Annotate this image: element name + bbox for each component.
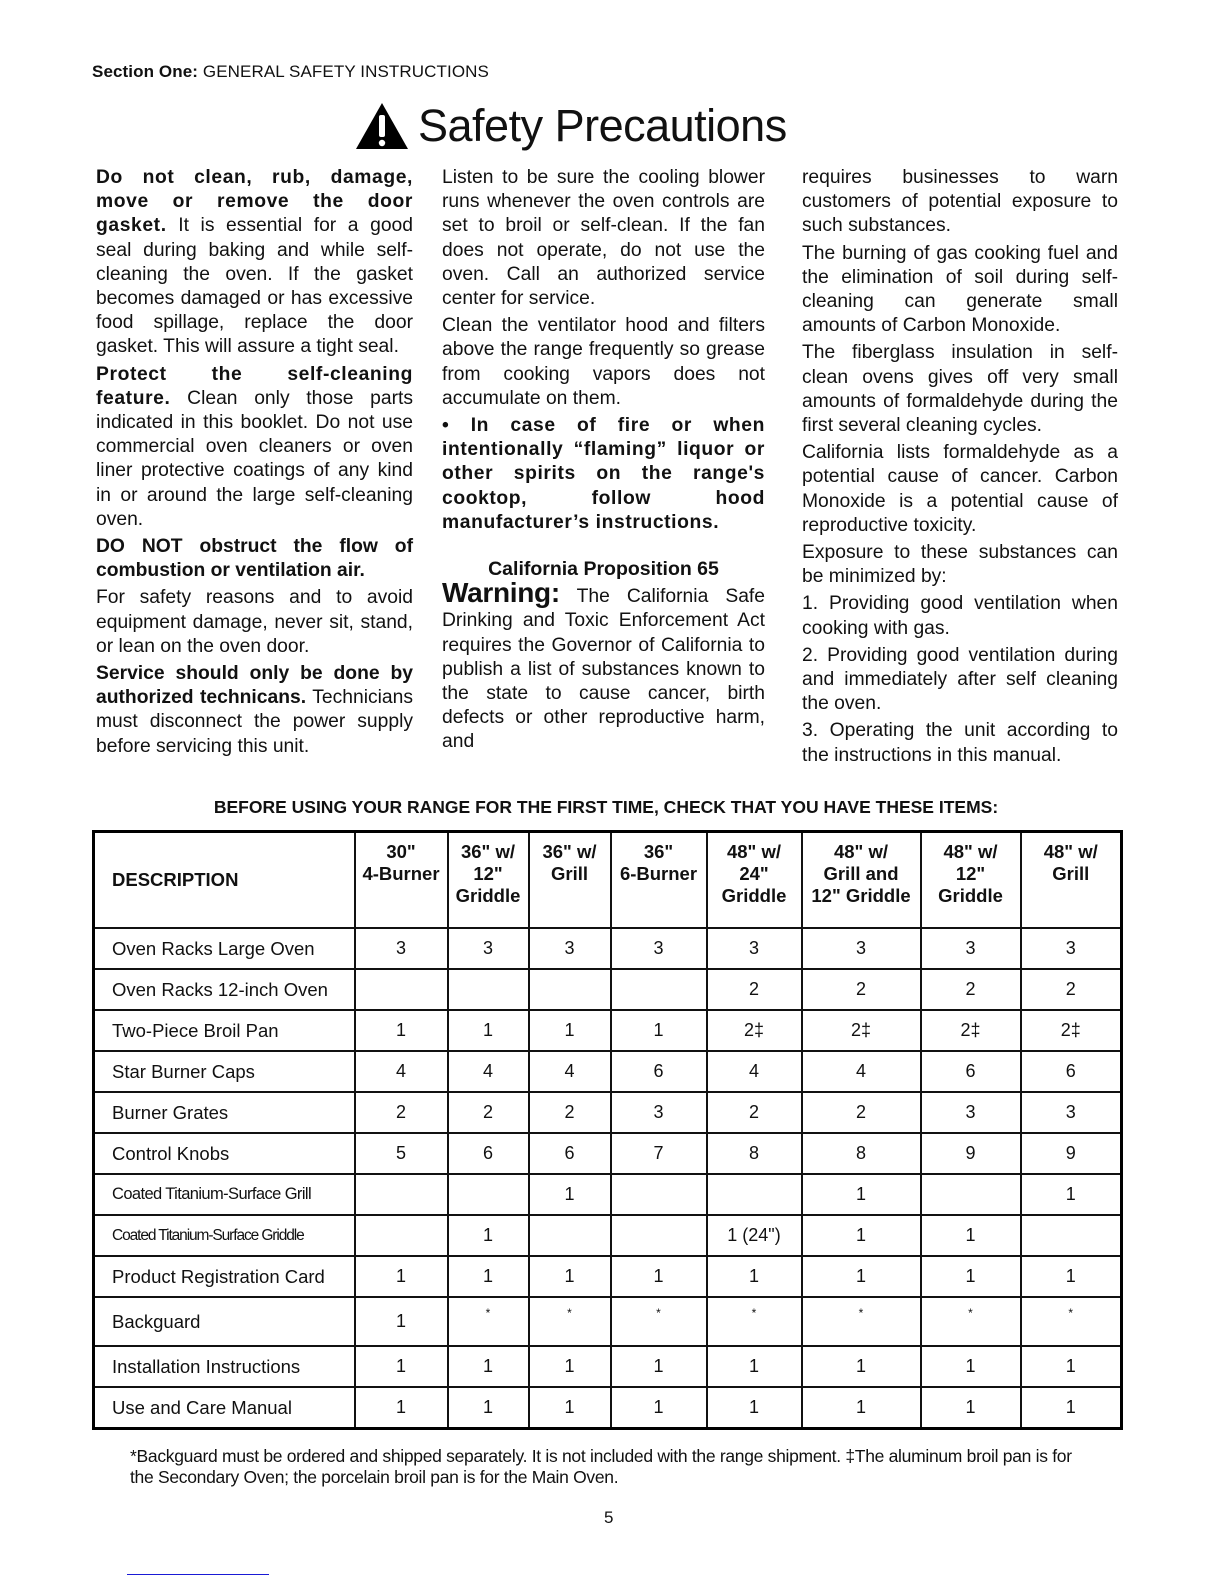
item-quantity: [355, 969, 448, 1010]
item-quantity: 1: [611, 1387, 707, 1429]
column-header: 48" w/ 12" Griddle: [921, 832, 1021, 929]
table-row: [94, 1346, 1122, 1387]
item-quantity: 3: [1021, 928, 1122, 969]
item-quantity: 1: [355, 1256, 448, 1297]
footnote: *Backguard must be ordered and shipped separately. It is not included with the range shipment. ‡The aluminum broil pan is for the Secondary Oven; the porcelain broil pan is for the Main Oven.: [130, 1446, 1072, 1487]
page-title: [354, 98, 787, 154]
prop65-heading: California Proposition 65: [488, 558, 719, 581]
item-quantity: 1: [707, 1346, 802, 1387]
column-header: 48" w/ Grill: [1021, 832, 1122, 929]
item-quantity: [921, 1174, 1021, 1215]
item-quantity: [611, 1215, 707, 1256]
item-quantity: [707, 1174, 802, 1215]
item-quantity: 2‡: [707, 1010, 802, 1051]
item-quantity: *: [707, 1297, 802, 1346]
item-quantity: 5: [355, 1133, 448, 1174]
california-lists-paragraph: California lists formaldehyde as a potential cause of cancer. Carbon Monoxide is a potential cause of reproductive toxicity.: [802, 442, 1118, 536]
section-name: GENERAL SAFETY INSTRUCTIONS: [202, 62, 489, 81]
item-quantity: *: [1021, 1297, 1122, 1346]
item-name: Burner Grates: [94, 1092, 355, 1133]
table-row: [94, 1387, 1122, 1429]
item-quantity: 2: [529, 1092, 611, 1133]
item-quantity: 6: [611, 1051, 707, 1092]
table-row: [94, 1256, 1122, 1297]
item-quantity: [1021, 1215, 1122, 1256]
table-row: [94, 1051, 1122, 1092]
page-title-text: Safety Precautions: [418, 100, 787, 151]
item-quantity: 9: [1021, 1133, 1122, 1174]
list-item: 2. Providing good ventilation during and immediately after self cleaning the oven.: [802, 644, 1118, 715]
item-quantity: 2: [802, 1092, 921, 1133]
item-quantity: 3: [921, 928, 1021, 969]
item-quantity: 3: [1021, 1092, 1122, 1133]
item-quantity: 1: [921, 1215, 1021, 1256]
gasket-paragraph: Do not clean, rub, damage, move or remove the door gasket. It is essential for a good seal during baking and while self-cleaning the oven. If the gasket becomes damaged or has excessive food spillage, replace the door gasket. This will assure a tight seal.: [96, 167, 413, 358]
item-quantity: 2‡: [1021, 1010, 1122, 1051]
item-quantity: 1: [921, 1346, 1021, 1387]
fire-warning: • In case of fire or when intentionally “flaming” liquor or other spirits on the range's cooktop, follow hood manufacturer’s instructions.: [442, 415, 765, 533]
item-quantity: 3: [707, 928, 802, 969]
item-quantity: 2: [448, 1092, 529, 1133]
item-quantity: 1: [355, 1387, 448, 1429]
section-number: Section One:: [92, 62, 199, 81]
self-clean-paragraph: Protect the self-cleaning feature. Clean only those parts indicated in this booklet. Do not use commercial oven cleaners or oven liner protective coatings of any kind in or around the large self-cleaning oven.: [96, 363, 413, 530]
item-quantity: 6: [529, 1133, 611, 1174]
item-quantity: [355, 1215, 448, 1256]
table-row: [94, 1215, 1122, 1256]
table-row: [94, 1297, 1122, 1346]
column-1: [96, 166, 413, 762]
item-quantity: 1: [448, 1256, 529, 1297]
items-table: [92, 830, 1123, 1430]
item-name: Installation Instructions: [94, 1346, 355, 1387]
item-quantity: 2: [355, 1092, 448, 1133]
oven-door-paragraph: For safety reasons and to avoid equipment damage, never sit, stand, or lean on the oven door.: [96, 587, 413, 657]
item-quantity: 4: [355, 1051, 448, 1092]
item-quantity: 1: [611, 1346, 707, 1387]
item-quantity: [448, 1174, 529, 1215]
service-paragraph: Service should only be done by authorized technicans. Technicians must disconnect the power supply before servicing this unit.: [96, 663, 413, 757]
item-quantity: 6: [448, 1133, 529, 1174]
table-row: [94, 1174, 1122, 1215]
table-row: [94, 1092, 1122, 1133]
list-item: 1. Providing good ventilation when cooking with gas.: [802, 593, 1118, 639]
item-name: Use and Care Manual: [94, 1387, 355, 1429]
item-quantity: 4: [707, 1051, 802, 1092]
item-quantity: [611, 969, 707, 1010]
carbon-monoxide-paragraph: The burning of gas cooking fuel and the elimination of soil during self-cleaning can generate small amounts of Carbon Monoxide.: [802, 242, 1118, 337]
item-name: Control Knobs: [94, 1133, 355, 1174]
item-quantity: 1: [355, 1010, 448, 1051]
table-header-row: [94, 832, 1122, 929]
item-quantity: 3: [355, 928, 448, 969]
item-quantity: 1: [802, 1174, 921, 1215]
warning-triangle-icon: [354, 101, 410, 151]
item-quantity: *: [529, 1297, 611, 1346]
item-quantity: 3: [611, 1092, 707, 1133]
item-quantity: 1: [802, 1215, 921, 1256]
table-row: [94, 1010, 1122, 1051]
item-quantity: 9: [921, 1133, 1021, 1174]
exposure-paragraph: Exposure to these substances can be minimized by:: [802, 542, 1118, 588]
prop65-warning: Warning: The California Safe Drinking and Toxic Enforcement Act requires the Governor of California to publish a list of substances known to the state to cause cancer, birth defects or other reproductive harm, and: [442, 577, 765, 753]
item-quantity: 1: [448, 1010, 529, 1051]
formaldehyde-paragraph: The fiberglass insulation in self-clean ovens gives off very small amounts of formaldehyde during the first several cleaning cycles.: [802, 342, 1118, 437]
item-quantity: 1: [921, 1387, 1021, 1429]
item-quantity: 1: [611, 1010, 707, 1051]
item-quantity: 3: [611, 928, 707, 969]
column-header: DESCRIPTION: [94, 832, 355, 929]
item-quantity: 1: [1021, 1387, 1122, 1429]
item-quantity: 2: [802, 969, 921, 1010]
table-row: [94, 928, 1122, 969]
item-quantity: 1: [529, 1346, 611, 1387]
item-quantity: 1: [802, 1256, 921, 1297]
item-quantity: 4: [802, 1051, 921, 1092]
item-quantity: 1: [1021, 1256, 1122, 1297]
item-quantity: 1: [1021, 1346, 1122, 1387]
item-name: Star Burner Caps: [94, 1051, 355, 1092]
table-heading: BEFORE USING YOUR RANGE FOR THE FIRST TIME, CHECK THAT YOU HAVE THESE ITEMS:: [213, 797, 999, 817]
prop65-continued: requires businesses to warn customers of potential exposure to such substances.: [802, 167, 1118, 237]
item-quantity: 2‡: [802, 1010, 921, 1051]
item-quantity: 1: [355, 1297, 448, 1346]
table-row: [94, 1133, 1122, 1174]
hyperlink-underline[interactable]: [127, 1574, 269, 1575]
item-quantity: 1: [921, 1256, 1021, 1297]
item-name: Backguard: [94, 1297, 355, 1346]
blower-paragraph: Listen to be sure the cooling blower runs whenever the oven controls are set to broil or self-clean. If the fan does not operate, do not use the oven. Call an authorized service center for service.: [442, 167, 765, 310]
column-header: 30" 4-Burner: [355, 832, 448, 929]
column-header: 36" w/ 12" Griddle: [448, 832, 529, 929]
item-quantity: *: [611, 1297, 707, 1346]
item-quantity: 1: [529, 1010, 611, 1051]
column-3: [802, 166, 1118, 771]
item-quantity: *: [921, 1297, 1021, 1346]
item-name: Product Registration Card: [94, 1256, 355, 1297]
item-quantity: 1: [529, 1387, 611, 1429]
section-label: [92, 62, 489, 82]
item-quantity: 1: [448, 1387, 529, 1429]
item-quantity: 8: [802, 1133, 921, 1174]
table-row: [94, 969, 1122, 1010]
item-quantity: 2: [707, 1092, 802, 1133]
item-name: Oven Racks 12-inch Oven: [94, 969, 355, 1010]
item-quantity: 1 (24"): [707, 1215, 802, 1256]
item-quantity: 1: [529, 1174, 611, 1215]
item-quantity: [529, 969, 611, 1010]
item-quantity: 1: [448, 1215, 529, 1256]
item-quantity: 3: [921, 1092, 1021, 1133]
list-item: 3. Operating the unit according to the instructions in this manual.: [802, 720, 1118, 766]
item-quantity: 1: [1021, 1174, 1122, 1215]
item-quantity: 1: [802, 1346, 921, 1387]
item-quantity: [529, 1215, 611, 1256]
item-name: Oven Racks Large Oven: [94, 928, 355, 969]
item-quantity: 1: [802, 1387, 921, 1429]
item-name: Coated Titanium-Surface Grill: [94, 1174, 355, 1215]
item-quantity: 4: [448, 1051, 529, 1092]
item-quantity: 1: [448, 1346, 529, 1387]
item-quantity: 2: [1021, 969, 1122, 1010]
column-header: 36" 6-Burner: [611, 832, 707, 929]
column-header: 48" w/ Grill and 12" Griddle: [802, 832, 921, 929]
item-quantity: 1: [355, 1346, 448, 1387]
item-quantity: 7: [611, 1133, 707, 1174]
column-header: 48" w/ 24" Griddle: [707, 832, 802, 929]
item-quantity: 3: [529, 928, 611, 969]
item-quantity: 6: [1021, 1051, 1122, 1092]
obstruct-warning: DO NOT obstruct the flow of combustion or ventilation air.: [96, 536, 413, 582]
item-quantity: 8: [707, 1133, 802, 1174]
item-quantity: [611, 1174, 707, 1215]
item-quantity: [355, 1174, 448, 1215]
item-name: Coated Titanium-Surface Griddle: [94, 1215, 355, 1256]
item-quantity: 3: [802, 928, 921, 969]
item-name: Two-Piece Broil Pan: [94, 1010, 355, 1051]
item-quantity: 2: [921, 969, 1021, 1010]
column-header: 36" w/ Grill: [529, 832, 611, 929]
item-quantity: 4: [529, 1051, 611, 1092]
item-quantity: 2: [707, 969, 802, 1010]
ventilator-paragraph: Clean the ventilator hood and filters above the range frequently so grease from cooking vapors does not accumulate on them.: [442, 315, 765, 409]
item-quantity: [448, 969, 529, 1010]
item-quantity: 1: [707, 1387, 802, 1429]
page-number: 5: [604, 1508, 614, 1527]
item-quantity: 6: [921, 1051, 1021, 1092]
item-quantity: 3: [448, 928, 529, 969]
item-quantity: *: [802, 1297, 921, 1346]
item-quantity: 2‡: [921, 1010, 1021, 1051]
item-quantity: 1: [529, 1256, 611, 1297]
column-2: [442, 166, 765, 758]
item-quantity: 1: [707, 1256, 802, 1297]
item-quantity: 1: [611, 1256, 707, 1297]
item-quantity: *: [448, 1297, 529, 1346]
